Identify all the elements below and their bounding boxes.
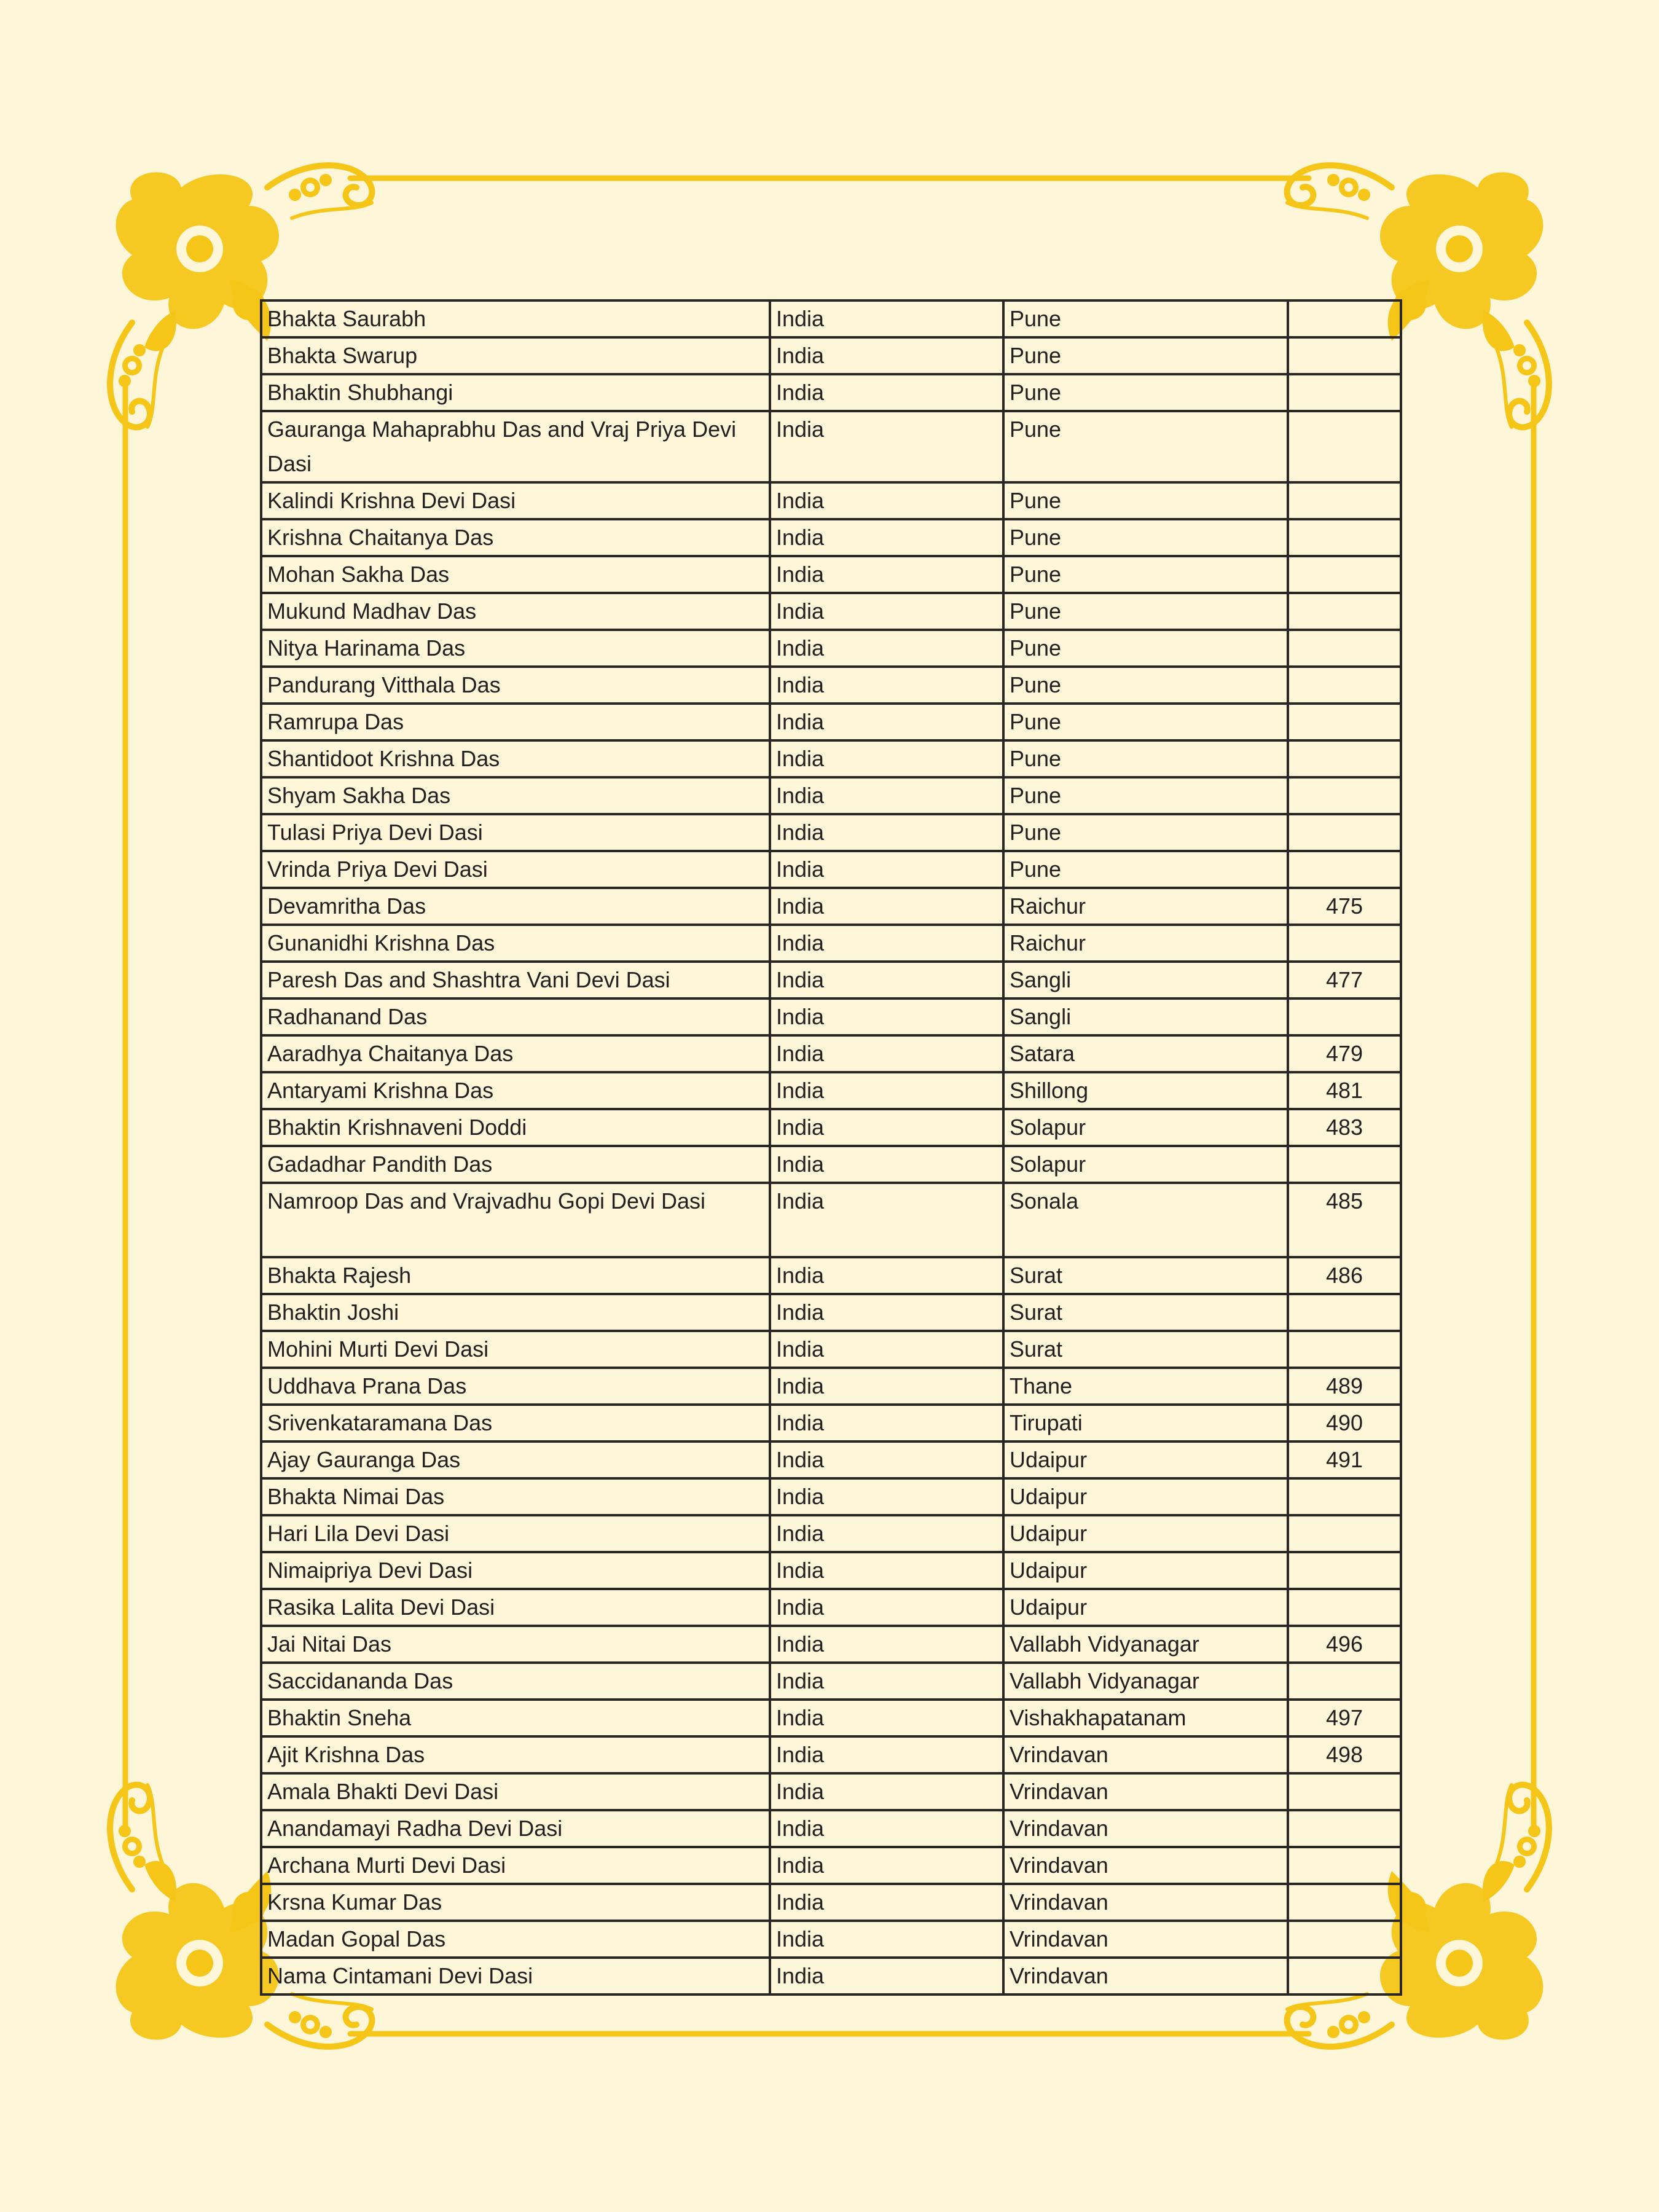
page-number-cell: 479 xyxy=(1288,1035,1401,1072)
name-cell: Gauranga Mahaprabhu Das and Vraj Priya Devi Dasi xyxy=(261,411,770,482)
country-cell: India xyxy=(770,1405,1003,1441)
country-cell: India xyxy=(770,556,1003,593)
name-cell: Bhakta Nimai Das xyxy=(261,1478,770,1515)
country-cell: India xyxy=(770,925,1003,962)
country-cell: India xyxy=(770,1663,1003,1700)
city-cell: Pune xyxy=(1003,337,1288,374)
city-cell: Pune xyxy=(1003,519,1288,556)
country-cell: India xyxy=(770,667,1003,704)
table-row xyxy=(261,1589,1401,1626)
table-row xyxy=(261,777,1401,814)
table-row xyxy=(261,1257,1401,1294)
country-cell: India xyxy=(770,1035,1003,1072)
table-row xyxy=(261,482,1401,519)
city-cell: Sangli xyxy=(1003,962,1288,998)
table-row xyxy=(261,740,1401,777)
table-row xyxy=(261,556,1401,593)
country-cell: India xyxy=(770,411,1003,482)
table-row xyxy=(261,667,1401,704)
name-cell: Anandamayi Radha Devi Dasi xyxy=(261,1810,770,1847)
country-cell: India xyxy=(770,1331,1003,1368)
country-cell: India xyxy=(770,1552,1003,1589)
page-number-cell: 497 xyxy=(1288,1700,1401,1736)
country-cell: India xyxy=(770,337,1003,374)
city-cell: Udaipur xyxy=(1003,1589,1288,1626)
country-cell: India xyxy=(770,1589,1003,1626)
name-cell: Shantidoot Krishna Das xyxy=(261,740,770,777)
name-cell: Namroop Das and Vrajvadhu Gopi Devi Dasi xyxy=(261,1183,770,1257)
page-number-cell: 485 xyxy=(1288,1183,1401,1257)
table-row xyxy=(261,593,1401,630)
name-cell: Jai Nitai Das xyxy=(261,1626,770,1663)
page-number-cell xyxy=(1288,1884,1401,1921)
country-cell: India xyxy=(770,888,1003,925)
city-cell: Pune xyxy=(1003,814,1288,851)
page-number-cell xyxy=(1288,1331,1401,1368)
name-cell: Bhakta Swarup xyxy=(261,337,770,374)
name-cell: Hari Lila Devi Dasi xyxy=(261,1515,770,1552)
table-row xyxy=(261,1626,1401,1663)
country-cell: India xyxy=(770,1146,1003,1183)
city-cell: Vrindavan xyxy=(1003,1736,1288,1773)
table-row xyxy=(261,888,1401,925)
country-cell: India xyxy=(770,630,1003,667)
name-cell: Tulasi Priya Devi Dasi xyxy=(261,814,770,851)
table-row xyxy=(261,411,1401,482)
city-cell: Udaipur xyxy=(1003,1441,1288,1478)
page-number-cell xyxy=(1288,1810,1401,1847)
name-cell: Bhaktin Sneha xyxy=(261,1700,770,1736)
country-cell: India xyxy=(770,1109,1003,1146)
name-cell: Aaradhya Chaitanya Das xyxy=(261,1035,770,1072)
donor-table xyxy=(260,299,1402,1996)
table-row xyxy=(261,337,1401,374)
page-number-cell xyxy=(1288,998,1401,1035)
city-cell: Shillong xyxy=(1003,1072,1288,1109)
page-number-cell xyxy=(1288,814,1401,851)
page-number-cell xyxy=(1288,1478,1401,1515)
table-row xyxy=(261,1958,1401,1994)
country-cell: India xyxy=(770,1921,1003,1958)
name-cell: Radhanand Das xyxy=(261,998,770,1035)
page-number-cell xyxy=(1288,1663,1401,1700)
name-cell: Ajay Gauranga Das xyxy=(261,1441,770,1478)
city-cell: Vishakhapatanam xyxy=(1003,1700,1288,1736)
city-cell: Pune xyxy=(1003,374,1288,411)
city-cell: Vrindavan xyxy=(1003,1847,1288,1884)
country-cell: India xyxy=(770,1884,1003,1921)
table-row xyxy=(261,1884,1401,1921)
city-cell: Raichur xyxy=(1003,925,1288,962)
donor-table-body xyxy=(261,300,1401,1994)
page-number-cell: 481 xyxy=(1288,1072,1401,1109)
city-cell: Pune xyxy=(1003,704,1288,740)
name-cell: Mohini Murti Devi Dasi xyxy=(261,1331,770,1368)
table-row xyxy=(261,1663,1401,1700)
name-cell: Krsna Kumar Das xyxy=(261,1884,770,1921)
table-row xyxy=(261,1847,1401,1884)
name-cell: Bhaktin Shubhangi xyxy=(261,374,770,411)
table-row xyxy=(261,300,1401,337)
country-cell: India xyxy=(770,851,1003,888)
city-cell: Vallabh Vidyanagar xyxy=(1003,1663,1288,1700)
city-cell: Pune xyxy=(1003,556,1288,593)
page-number-cell xyxy=(1288,1294,1401,1331)
country-cell: India xyxy=(770,1773,1003,1810)
city-cell: Vrindavan xyxy=(1003,1810,1288,1847)
city-cell: Sonala xyxy=(1003,1183,1288,1257)
city-cell: Vrindavan xyxy=(1003,1773,1288,1810)
city-cell: Vrindavan xyxy=(1003,1921,1288,1958)
page-number-cell xyxy=(1288,777,1401,814)
city-cell: Pune xyxy=(1003,851,1288,888)
table-row xyxy=(261,814,1401,851)
table-row xyxy=(261,704,1401,740)
country-cell: India xyxy=(770,1626,1003,1663)
page-number-cell xyxy=(1288,630,1401,667)
table-row xyxy=(261,1441,1401,1478)
page-number-cell xyxy=(1288,411,1401,482)
table-row xyxy=(261,1109,1401,1146)
city-cell: Thane xyxy=(1003,1368,1288,1405)
city-cell: Pune xyxy=(1003,482,1288,519)
name-cell: Ajit Krishna Das xyxy=(261,1736,770,1773)
city-cell: Pune xyxy=(1003,300,1288,337)
name-cell: Ramrupa Das xyxy=(261,704,770,740)
name-cell: Madan Gopal Das xyxy=(261,1921,770,1958)
table-row xyxy=(261,925,1401,962)
page-number-cell: 496 xyxy=(1288,1626,1401,1663)
page-number-cell: 475 xyxy=(1288,888,1401,925)
table-row xyxy=(261,1183,1401,1257)
name-cell: Nitya Harinama Das xyxy=(261,630,770,667)
country-cell: India xyxy=(770,519,1003,556)
page-number-cell xyxy=(1288,374,1401,411)
name-cell: Gunanidhi Krishna Das xyxy=(261,925,770,962)
table-row xyxy=(261,1773,1401,1810)
table-row xyxy=(261,1810,1401,1847)
page-number-cell xyxy=(1288,1847,1401,1884)
country-cell: India xyxy=(770,1810,1003,1847)
page-number-cell xyxy=(1288,704,1401,740)
page-number-cell xyxy=(1288,1958,1401,1994)
city-cell: Solapur xyxy=(1003,1109,1288,1146)
page-number-cell xyxy=(1288,925,1401,962)
country-cell: India xyxy=(770,1441,1003,1478)
city-cell: Surat xyxy=(1003,1257,1288,1294)
country-cell: India xyxy=(770,704,1003,740)
page-number-cell xyxy=(1288,740,1401,777)
name-cell: Rasika Lalita Devi Dasi xyxy=(261,1589,770,1626)
country-cell: India xyxy=(770,998,1003,1035)
page-number-cell xyxy=(1288,1515,1401,1552)
country-cell: India xyxy=(770,1294,1003,1331)
name-cell: Srivenkataramana Das xyxy=(261,1405,770,1441)
country-cell: India xyxy=(770,1072,1003,1109)
country-cell: India xyxy=(770,300,1003,337)
table-row xyxy=(261,1736,1401,1773)
city-cell: Pune xyxy=(1003,411,1288,482)
city-cell: Pune xyxy=(1003,630,1288,667)
city-cell: Surat xyxy=(1003,1294,1288,1331)
name-cell: Uddhava Prana Das xyxy=(261,1368,770,1405)
city-cell: Vrindavan xyxy=(1003,1958,1288,1994)
page-number-cell xyxy=(1288,851,1401,888)
name-cell: Kalindi Krishna Devi Dasi xyxy=(261,482,770,519)
table-row xyxy=(261,1552,1401,1589)
page-number-cell: 491 xyxy=(1288,1441,1401,1478)
table-row xyxy=(261,1331,1401,1368)
name-cell: Shyam Sakha Das xyxy=(261,777,770,814)
name-cell: Nama Cintamani Devi Dasi xyxy=(261,1958,770,1994)
city-cell: Sangli xyxy=(1003,998,1288,1035)
page-number-cell xyxy=(1288,1146,1401,1183)
country-cell: India xyxy=(770,1257,1003,1294)
table-row xyxy=(261,1294,1401,1331)
name-cell: Archana Murti Devi Dasi xyxy=(261,1847,770,1884)
name-cell: Devamritha Das xyxy=(261,888,770,925)
table-row xyxy=(261,1700,1401,1736)
city-cell: Pune xyxy=(1003,777,1288,814)
name-cell: Bhaktin Krishnaveni Doddi xyxy=(261,1109,770,1146)
city-cell: Udaipur xyxy=(1003,1478,1288,1515)
city-cell: Solapur xyxy=(1003,1146,1288,1183)
name-cell: Paresh Das and Shashtra Vani Devi Dasi xyxy=(261,962,770,998)
name-cell: Amala Bhakti Devi Dasi xyxy=(261,1773,770,1810)
city-cell: Vallabh Vidyanagar xyxy=(1003,1626,1288,1663)
table-row xyxy=(261,1921,1401,1958)
table-row xyxy=(261,1035,1401,1072)
page-number-cell xyxy=(1288,593,1401,630)
page-number-cell xyxy=(1288,556,1401,593)
page-number-cell xyxy=(1288,1921,1401,1958)
table-row xyxy=(261,1478,1401,1515)
page-number-cell: 498 xyxy=(1288,1736,1401,1773)
page-number-cell: 489 xyxy=(1288,1368,1401,1405)
table-row xyxy=(261,851,1401,888)
page-number-cell xyxy=(1288,519,1401,556)
city-cell: Satara xyxy=(1003,1035,1288,1072)
table-row xyxy=(261,1515,1401,1552)
country-cell: India xyxy=(770,1700,1003,1736)
country-cell: India xyxy=(770,1368,1003,1405)
city-cell: Pune xyxy=(1003,593,1288,630)
city-cell: Surat xyxy=(1003,1331,1288,1368)
name-cell: Vrinda Priya Devi Dasi xyxy=(261,851,770,888)
name-cell: Gadadhar Pandith Das xyxy=(261,1146,770,1183)
page-number-cell: 477 xyxy=(1288,962,1401,998)
country-cell: India xyxy=(770,777,1003,814)
country-cell: India xyxy=(770,962,1003,998)
country-cell: India xyxy=(770,1183,1003,1257)
city-cell: Udaipur xyxy=(1003,1552,1288,1589)
country-cell: India xyxy=(770,1958,1003,1994)
page-number-cell xyxy=(1288,300,1401,337)
table-row xyxy=(261,1146,1401,1183)
table-row xyxy=(261,1368,1401,1405)
name-cell: Bhakta Rajesh xyxy=(261,1257,770,1294)
table-row xyxy=(261,1405,1401,1441)
country-cell: India xyxy=(770,482,1003,519)
country-cell: India xyxy=(770,1736,1003,1773)
city-cell: Pune xyxy=(1003,667,1288,704)
country-cell: India xyxy=(770,374,1003,411)
name-cell: Antaryami Krishna Das xyxy=(261,1072,770,1109)
name-cell: Pandurang Vitthala Das xyxy=(261,667,770,704)
country-cell: India xyxy=(770,814,1003,851)
name-cell: Krishna Chaitanya Das xyxy=(261,519,770,556)
page-number-cell xyxy=(1288,667,1401,704)
table-row xyxy=(261,374,1401,411)
city-cell: Pune xyxy=(1003,740,1288,777)
page-number-cell: 486 xyxy=(1288,1257,1401,1294)
name-cell: Saccidananda Das xyxy=(261,1663,770,1700)
city-cell: Raichur xyxy=(1003,888,1288,925)
page-number-cell xyxy=(1288,1773,1401,1810)
page-number-cell: 483 xyxy=(1288,1109,1401,1146)
country-cell: India xyxy=(770,1478,1003,1515)
country-cell: India xyxy=(770,740,1003,777)
country-cell: India xyxy=(770,593,1003,630)
table-row xyxy=(261,962,1401,998)
table-row xyxy=(261,998,1401,1035)
name-cell: Bhaktin Joshi xyxy=(261,1294,770,1331)
name-cell: Nimaipriya Devi Dasi xyxy=(261,1552,770,1589)
name-cell: Bhakta Saurabh xyxy=(261,300,770,337)
city-cell: Udaipur xyxy=(1003,1515,1288,1552)
table-row xyxy=(261,630,1401,667)
name-cell: Mohan Sakha Das xyxy=(261,556,770,593)
page-number-cell xyxy=(1288,337,1401,374)
page-number-cell xyxy=(1288,1552,1401,1589)
page-number-cell xyxy=(1288,482,1401,519)
table-row xyxy=(261,519,1401,556)
country-cell: India xyxy=(770,1847,1003,1884)
page-number-cell: 490 xyxy=(1288,1405,1401,1441)
country-cell: India xyxy=(770,1515,1003,1552)
table-row xyxy=(261,1072,1401,1109)
name-cell: Mukund Madhav Das xyxy=(261,593,770,630)
page-number-cell xyxy=(1288,1589,1401,1626)
city-cell: Tirupati xyxy=(1003,1405,1288,1441)
city-cell: Vrindavan xyxy=(1003,1884,1288,1921)
